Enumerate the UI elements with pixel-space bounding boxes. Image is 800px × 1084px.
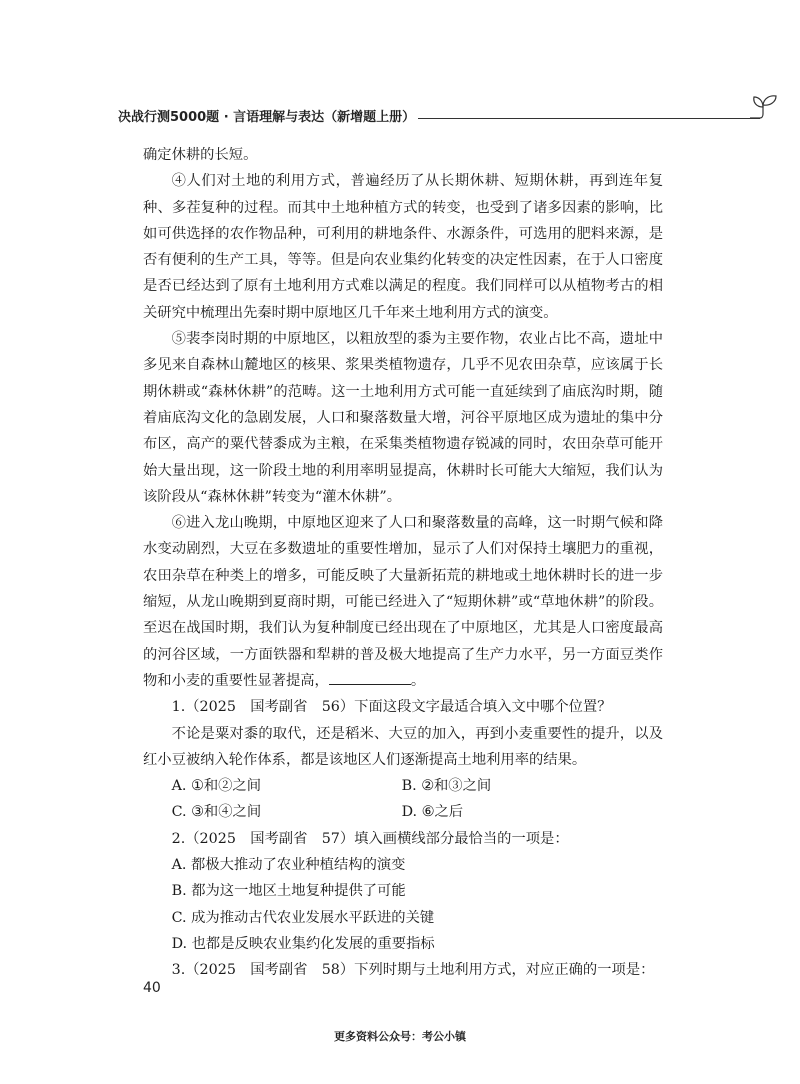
question-1-stem: 1.（2025 国考副省 56）下面这段文字最适合填入文中哪个位置？ bbox=[171, 699, 612, 716]
question-2-option-a: A. 都极大推动了农业种植结构的演变 bbox=[171, 857, 406, 874]
paragraph-6-end: 。 bbox=[410, 672, 426, 689]
running-header bbox=[118, 106, 678, 130]
question-1-options-row-1 bbox=[143, 773, 663, 799]
question-1-options-row-2 bbox=[143, 799, 663, 825]
question-2-option-d: D. 也都是反映农业集约化发展的重要指标 bbox=[171, 935, 435, 952]
option-b: B. ②和③之间 bbox=[401, 778, 492, 795]
book-title: 决战行测5000题 · 言语理解与表达（新增题上册） bbox=[118, 110, 416, 125]
question-3-stem: 3.（2025 国考副省 58）下列时期与土地利用方式，对应正确的一项是： bbox=[171, 962, 655, 979]
paragraph-5: ⑤裴李岗时期的中原地区，以粗放型的黍为主要作物，农业占比不高，遗址中多见来自森林山麓地区的核果、浆果类植物遗存，几乎不见农田杂草，应该属于长期休耕或“森林休耕”的范畴。这一土地利用方式可能一直延续到了庙底沟时期，随着庙底沟文化的急剧发展，人口和聚落数量大增，河谷平原地区成为遗址的集中分布区，高产的粟代替黍成为主粮，在采集类植物遗存锐减的同时，农田杂草可能开始大量出现，这一阶段土地的利用率明显提高，休耕时长可能大大缩短，我们认为该阶段从“森林休耕”转变为“灌木休耕”。 bbox=[143, 331, 663, 505]
sprout-icon bbox=[748, 92, 782, 122]
question-2-option-c: C. 成为推动古代农业发展水平跃进的关键 bbox=[171, 909, 435, 926]
option-d: D. ⑥之后 bbox=[401, 804, 464, 821]
passage-line: 确定休耕的长短。 bbox=[143, 147, 258, 163]
paragraph-4: ④人们对土地的利用方式，普遍经历了从长期休耕、短期休耕，再到连年复种、多茬复种的过程。而其中土地种植方式的转变，也受到了诸多因素的影响，比如可供选择的农作物品种，可利用的耕地条件、水源条件，可选用的肥料来源，是否有便利的生产工具，等等。但是向农业集约化转变的决定性因素，在于人口密度是否已经达到了原有土地利用方式难以满足的程度。我们同样可以从植物考古的相关研究中梳理出先秦时期中原地区几千年来土地利用方式的演变。 bbox=[143, 173, 663, 321]
page-number: 40 bbox=[143, 980, 161, 996]
header-rule bbox=[418, 118, 760, 119]
paragraph-6 bbox=[143, 510, 663, 694]
paragraph-6-text: ⑥进入龙山晚期，中原地区迎来了人口和聚落数量的高峰，这一时期气候和降水变动剧烈，大豆在多数遗址的重要性增加，显示了人们对保持土壤肥力的重视，农田杂草在种类上的增多，可能反映了大量新拓荒的耕地或土地休耕时长的进一步缩短，从龙山晚期到夏商时期，可能已经进入了“短期休耕”或“草地休耕”的阶段。至迟在战国时期，我们认为复种制度已经出现在了中原地区，尤其是人口密度最高的河谷区域，一方面铁器和犁耕的普及极大地提高了生产力水平，另一方面豆类作物和小麦的重要性显著提高， bbox=[143, 515, 663, 689]
question-2-stem: 2.（2025 国考副省 57）填入画横线部分最恰当的一项是： bbox=[171, 830, 569, 847]
option-c: C. ③和④之间 bbox=[171, 804, 262, 821]
answer-blank bbox=[329, 670, 411, 685]
question-2-option-b: B. 都为这一地区土地复种提供了可能 bbox=[171, 883, 406, 900]
option-a: A. ①和②之间 bbox=[171, 778, 262, 795]
footer-note: 更多资料公众号：考公小镇 bbox=[334, 1030, 466, 1043]
page-content bbox=[143, 142, 663, 984]
question-1-sentence: 不论是粟对黍的取代，还是稻米、大豆的加入，再到小麦重要性的提升，以及红小豆被纳入轮作体系，都是该地区人们逐渐提高土地利用率的结果。 bbox=[143, 725, 663, 768]
